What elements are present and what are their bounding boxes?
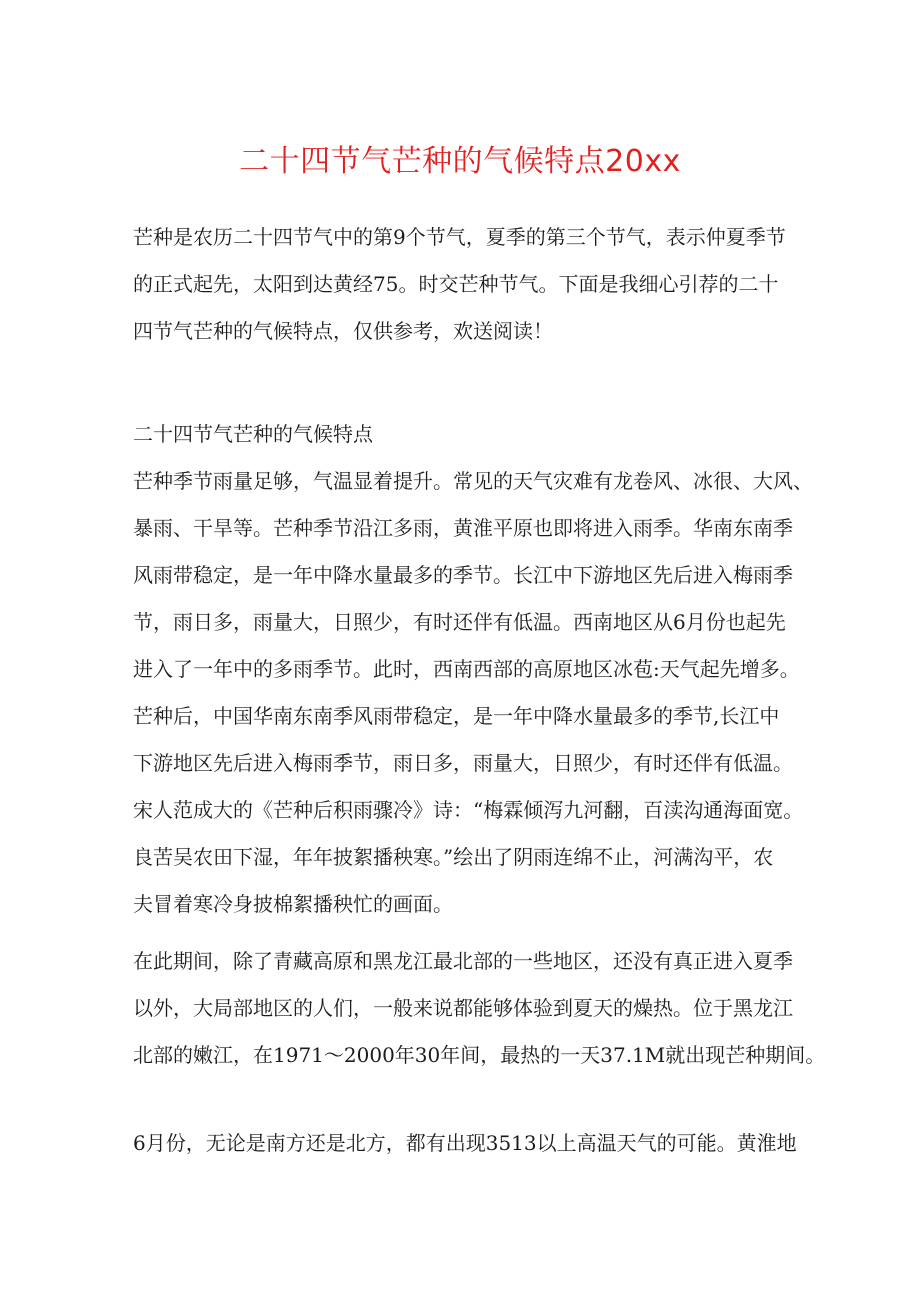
paragraph-line: 以外，大局部地区的人们，一般来说都能够体验到夏天的燥热。位于黑龙江 bbox=[133, 996, 793, 1020]
paragraph-line: 下游地区先后进入梅雨季节，雨日多，雨量大，日照少，有时还伴有低温。 bbox=[133, 751, 793, 775]
intro-paragraph bbox=[133, 214, 793, 355]
paragraph-line: 宋人范成大的《芒种后积雨骤冷》诗：“梅霖倾泻九河翻，百渎沟通海面宽。 bbox=[133, 798, 804, 822]
paragraph-line: 在此期间，除了青藏高原和黑龙江最北部的一些地区，还没有真正进入夏季 bbox=[133, 949, 793, 973]
paragraph-line: 暴雨、干旱等。芒种季节沿江多雨，黄淮平原也即将进入雨季。华南东南季 bbox=[133, 516, 793, 540]
section-heading: 二十四节气芒种的气候特点 bbox=[133, 422, 373, 446]
paragraph-line: 夫冒着寒冷身披棉絮播秧忙的画面。 bbox=[133, 892, 453, 916]
climate-paragraph bbox=[133, 458, 813, 928]
document-title: 二十四节气芒种的气候特点20xx bbox=[239, 144, 681, 179]
paragraph-line: 良苦吴农田下湿，年年披絮播秧寒。”绘出了阴雨连绵不止，河满沟平，农 bbox=[133, 845, 774, 869]
paragraph-line: 北部的嫩江，在1971～2000年30年间，最热的一天37.1M就出现芒种期间。 bbox=[133, 1043, 826, 1067]
intro-line: 芒种是农历二十四节气中的第9个节气，夏季的第三个节气，表示仲夏季节 bbox=[133, 225, 786, 249]
paragraph-line: 进入了一年中的多雨季节。此时，西南西部的高原地区冰苞:天气起先增多。 bbox=[133, 657, 800, 681]
intro-line: 的正式起先，太阳到达黄经75。时交芒种节气。下面是我细心引荐的二十 bbox=[133, 272, 779, 296]
paragraph-line: 风雨带稳定，是一年中降水量最多的季节。长江中下游地区先后进入梅雨季 bbox=[133, 563, 793, 587]
intro-line: 四节气芒种的气候特点，仅供参考，欢送阅读！ bbox=[133, 319, 553, 343]
paragraph-line: 芒种后，中国华南东南季风雨带稳定，是一年中降水量最多的季节,长江中 bbox=[133, 704, 780, 728]
june-paragraph bbox=[133, 1120, 797, 1167]
paragraph-line: 节，雨日多，雨量大，日照少，有时还伴有低温。西南地区从6月份也起先 bbox=[133, 610, 786, 634]
heat-paragraph bbox=[133, 938, 826, 1079]
paragraph-line: 芒种季节雨量足够，气温显着提升。常见的天气灾难有龙卷风、冰很、大风、 bbox=[133, 469, 813, 493]
paragraph-line: 6月份，无论是南方还是北方，都有出现3513以上高温天气的可能。黄淮地 bbox=[133, 1131, 797, 1155]
